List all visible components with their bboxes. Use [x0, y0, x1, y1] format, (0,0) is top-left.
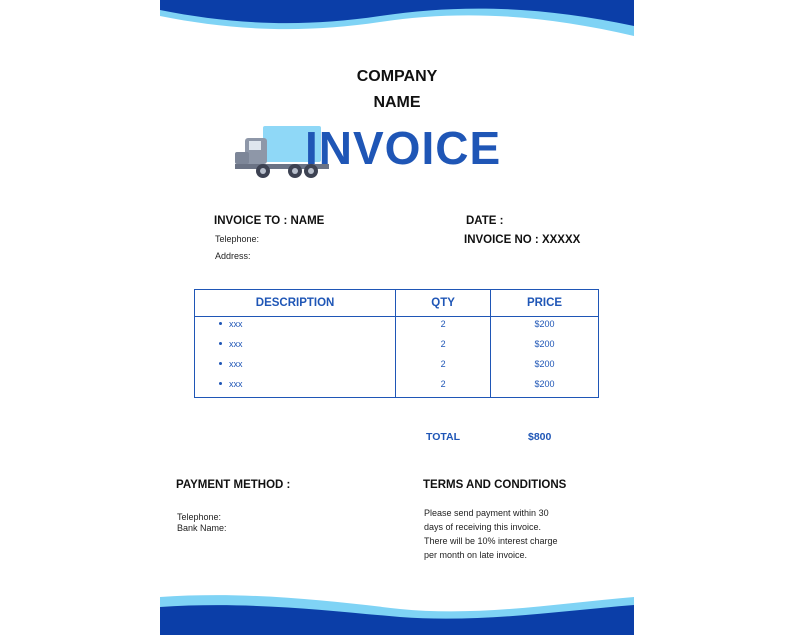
list-item [195, 337, 395, 357]
bullet-icon [219, 342, 222, 345]
item-description: xxx [229, 339, 243, 349]
total-value: $800 [528, 431, 552, 443]
item-qty: 2 [440, 359, 446, 369]
item-qty: 2 [440, 339, 446, 349]
company-name [160, 64, 634, 116]
bullet-icon [219, 322, 222, 325]
terms-title: TERMS AND CONDITIONS [423, 479, 567, 491]
item-price: $200 [534, 339, 555, 349]
top-wave-decoration [160, 0, 634, 40]
list-item [195, 317, 395, 337]
item-qty: 2 [440, 319, 446, 329]
item-price: $200 [534, 359, 555, 369]
table-header-row [195, 290, 599, 317]
payment-telephone: Telephone: [177, 512, 222, 522]
item-qty: 2 [440, 379, 446, 389]
invoice-title: INVOICE [305, 122, 502, 174]
list-item [195, 357, 395, 377]
bottom-wave-decoration [160, 593, 634, 635]
bill-to-telephone: Telephone: [215, 234, 260, 244]
column-header-price: PRICE [491, 290, 599, 317]
invoice-page [160, 0, 634, 635]
qty-column [396, 317, 491, 398]
item-description: xxx [229, 319, 243, 329]
column-header-qty: QTY [396, 290, 491, 317]
company-name-line1: COMPANY [356, 68, 438, 85]
bill-to-address: Address: [215, 251, 251, 261]
terms-text [424, 506, 589, 562]
item-description: xxx [229, 359, 243, 369]
bullet-icon [219, 382, 222, 385]
items-table [194, 289, 599, 398]
invoice-number: INVOICE NO : XXXXX [464, 234, 581, 246]
item-description: xxx [229, 379, 243, 389]
date-label: DATE : [466, 215, 504, 227]
terms-line: There will be 10% interest charge [424, 536, 558, 546]
column-header-description: DESCRIPTION [195, 290, 396, 317]
payment-method-title: PAYMENT METHOD : [176, 479, 291, 491]
bullet-icon [219, 362, 222, 365]
item-price: $200 [534, 379, 555, 389]
table-body-row [195, 317, 599, 398]
invoice-to-label: INVOICE TO : NAME [214, 215, 325, 227]
payment-bank-name: Bank Name: [177, 523, 227, 533]
list-item [195, 377, 395, 397]
terms-line: per month on late invoice. [424, 550, 528, 560]
terms-line: days of receiving this invoice. [424, 522, 542, 532]
item-price: $200 [534, 319, 555, 329]
description-column [195, 317, 396, 398]
company-name-line2: NAME [373, 94, 421, 111]
terms-line: Please send payment within 30 [424, 508, 549, 518]
total-label: TOTAL [426, 431, 461, 443]
price-column [491, 317, 599, 398]
